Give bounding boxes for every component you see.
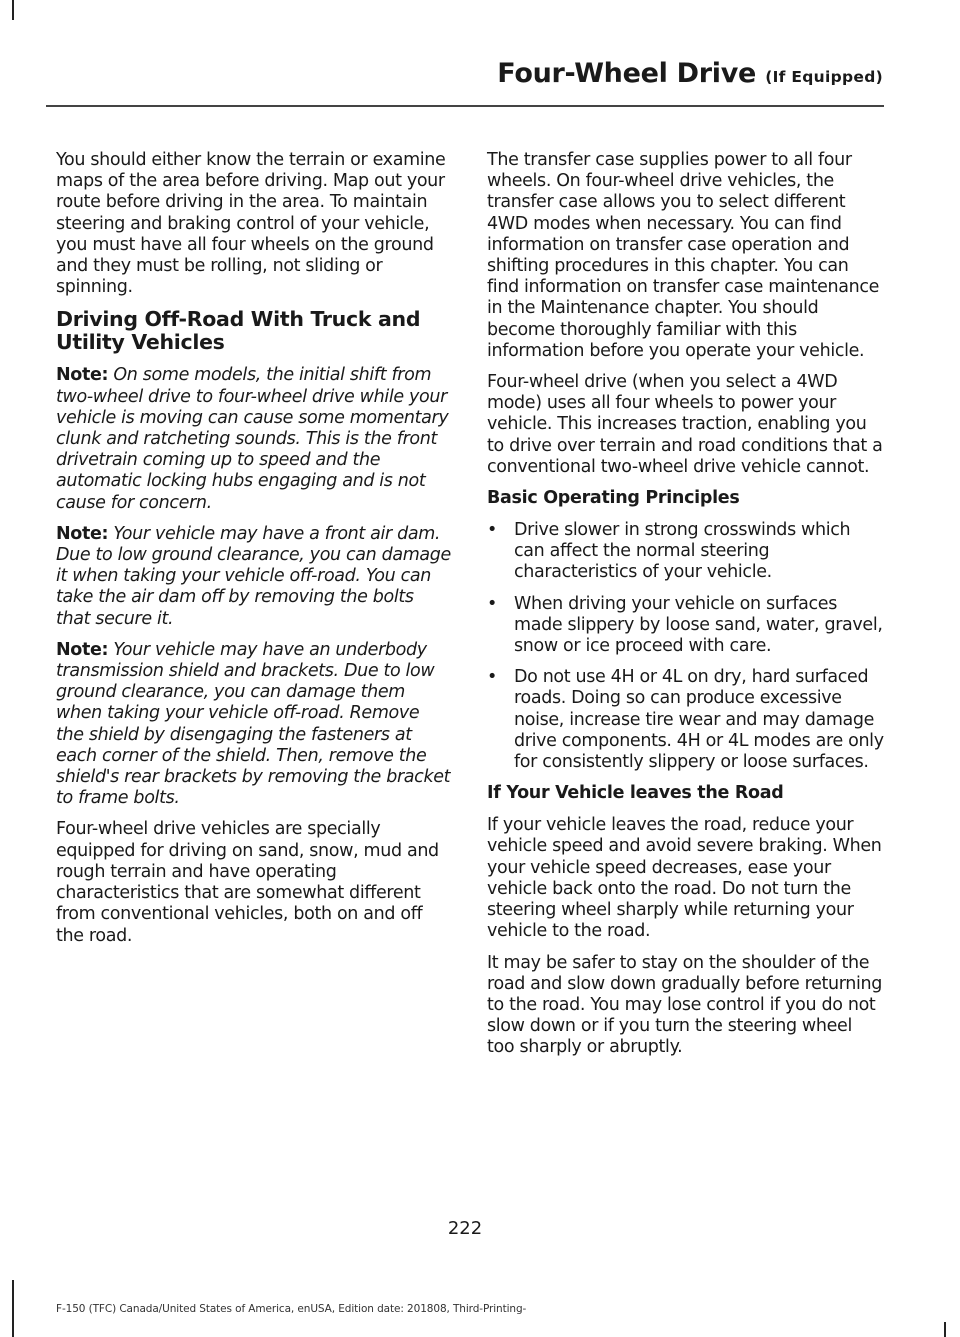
list-item-text: When driving your vehicle on surfaces made slippery by loose sand, water, gravel, snow or ice proceed with care. (514, 593, 883, 657)
chapter-title-suffix: (If Equipped) (765, 68, 883, 86)
list-item (487, 594, 884, 658)
section-heading-off-road: Driving Off-Road With Truck and Utility Vehicles (56, 307, 421, 355)
closing-paragraph: Four-wheel drive vehicles are specially equipped for driving on sand, snow, mud and rough terrain and have operating characteristics that are somewhat different from conventional vehicles, both on and off the road. (56, 819, 439, 946)
note-underbody-shield (56, 640, 451, 810)
chapter-title: Four-Wheel Drive (497, 58, 757, 89)
note-air-dam (56, 524, 451, 630)
section-heading-leaves-road: If Your Vehicle leaves the Road (487, 783, 784, 804)
bullet-mark: • (487, 667, 497, 688)
list-item-text: Drive slower in strong crosswinds which can affect the normal steering characteristics of your vehicle. (514, 520, 851, 583)
note-label: Note: (56, 523, 109, 544)
left-column (56, 150, 451, 957)
crop-mark-bottom-left (12, 1280, 14, 1337)
principles-list (487, 520, 884, 773)
right-column (487, 150, 884, 1069)
note-shift (56, 365, 451, 513)
page-header (497, 58, 883, 89)
transfer-case-paragraph: The transfer case supplies power to all four wheels. On four-wheel drive vehicles, the transfer case allows you to select different 4WD modes when necessary. You can find information on transfer case operation and shifting procedures in this chapter. You can find information on transfer case maintenance in the Maintenance chapter. You should become thoroughly familiar with this information before you operate your vehicle. (487, 150, 880, 361)
header-rule (46, 105, 884, 107)
intro-paragraph: You should either know the terrain or examine maps of the area before driving. Map out your route before driving in the area. To maintain steering and braking control of your vehicle, you must have all four wheels on the ground and they must be rolling, not sliding or spinning. (56, 150, 446, 298)
list-item (487, 520, 884, 584)
four-wheel-drive-paragraph: Four-wheel drive (when you select a 4WD mode) uses all four wheels to power your vehicle. This increases traction, enabling you to drive over terrain and road conditions that a conventional two-wheel drive vehicle cannot. (487, 372, 883, 477)
list-item (487, 667, 884, 773)
page-number: 222 (447, 1218, 483, 1239)
note-text: Your vehicle may have an underbody transmission shield and brackets. Due to low ground clearance, you can damage them when taking your vehicle off-road. Remove the shield by disengaging the fasteners at each corner of the shield. Then, remove the shield's rear brackets by removing the bracket to frame bolts. (56, 639, 451, 809)
crop-mark-bottom-right (944, 1322, 946, 1337)
edition-footer: F-150 (TFC) Canada/United States of America, enUSA, Edition date: 201808, Third-Printing- (56, 1303, 527, 1315)
note-label: Note: (56, 639, 109, 660)
shoulder-paragraph: It may be safer to stay on the shoulder of the road and slow down gradually before returning to the road. You may lose control if you do not slow down or if you turn the steering wheel too sharply or abruptly. (487, 952, 883, 1058)
crop-mark-top-left (12, 0, 14, 20)
note-label: Note: (56, 365, 109, 386)
leaves-road-paragraph: If your vehicle leaves the road, reduce your vehicle speed and avoid severe braking. When your vehicle speed decreases, ease your vehicle back onto the road. Do not turn the steering wheel sharply while returning your vehicle to the road. (487, 815, 882, 942)
bullet-mark: • (487, 593, 497, 614)
note-text: Your vehicle may have a front air dam. Due to low ground clearance, you can damage it when taking your vehicle off-road. You can take the air dam off by removing the bolts that secure it. (56, 523, 451, 629)
list-item-text: Do not use 4H or 4L on dry, hard surfaced roads. Doing so can produce excessive noise, increase tire wear and may damage drive components. 4H or 4L modes are only for consistently slippery or loose surfaces. (514, 667, 884, 773)
note-text: On some models, the initial shift from two-wheel drive to four-wheel drive while your vehicle is moving can cause some momentary clunk and ratcheting sounds. This is the front drivetrain coming up to speed and the automatic locking hubs engaging and is not cause for concern. (56, 365, 449, 513)
bullet-mark: • (487, 520, 497, 541)
section-heading-basic-principles: Basic Operating Principles (487, 488, 740, 509)
